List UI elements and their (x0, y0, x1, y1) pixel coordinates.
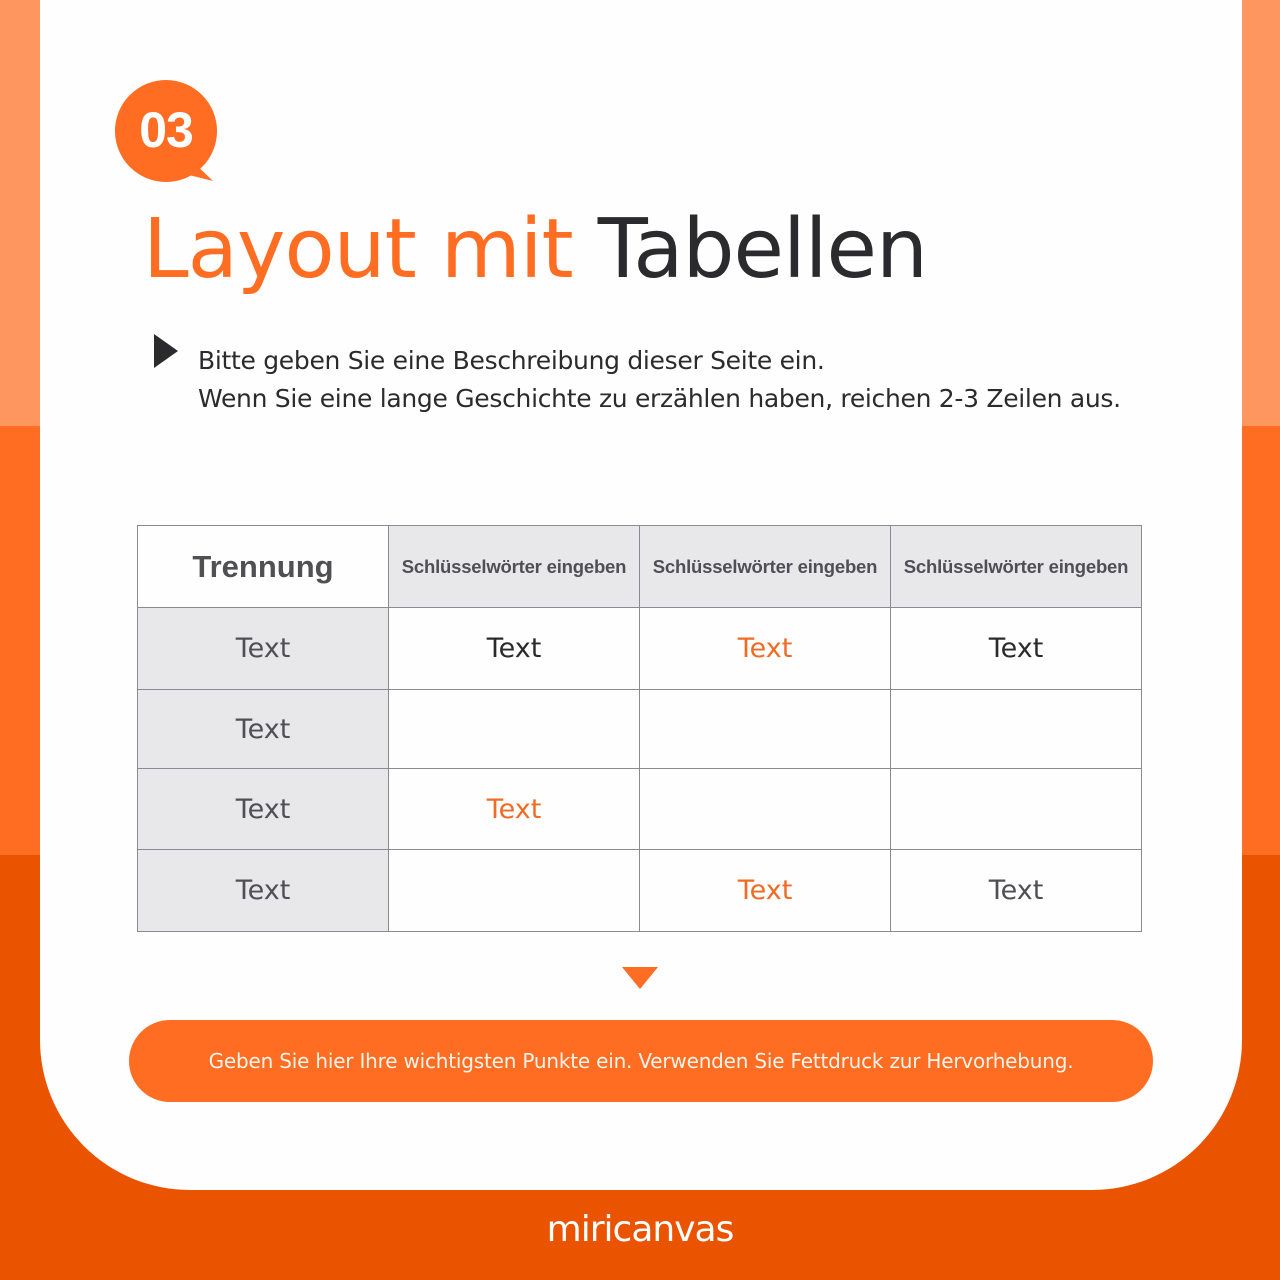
table-cell: Text (891, 850, 1142, 932)
brand-logo: miricanvas (546, 1209, 734, 1250)
table-column-header: Schlüsselwörter eingeben (640, 526, 891, 608)
table-cell (891, 769, 1142, 850)
table-corner-label: Trennung (138, 526, 389, 608)
table-cell-highlighted: Text (640, 608, 891, 690)
page-title (143, 200, 927, 300)
table-cell (640, 769, 891, 850)
table-cell (640, 690, 891, 769)
table-row-label: Text (138, 850, 389, 932)
table-cell: Text (389, 608, 640, 690)
section-number: 03 (139, 102, 193, 158)
description-line-2: Wenn Sie eine lange Geschichte zu erzählen haben, reichen 2-3 Zeilen aus. (198, 384, 1121, 413)
comparison-table (137, 525, 1142, 932)
table-column-header: Schlüsselwörter eingeben (389, 526, 640, 608)
table-cell-highlighted: Text (389, 769, 640, 850)
table-cell (389, 850, 640, 932)
table-cell: Text (891, 608, 1142, 690)
page-description (198, 342, 1121, 418)
table-row (138, 850, 1142, 932)
table-cell (891, 690, 1142, 769)
table-header-row (138, 526, 1142, 608)
table-row-label: Text (138, 769, 389, 850)
description-line-1: Bitte geben Sie eine Beschreibung dieser Seite ein. (198, 346, 825, 375)
table-cell-highlighted: Text (640, 850, 891, 932)
section-number-badge (115, 80, 217, 182)
table-row-label: Text (138, 690, 389, 769)
table-column-header: Schlüsselwörter eingeben (891, 526, 1142, 608)
down-triangle-icon (622, 967, 658, 989)
table-row-label: Text (138, 608, 389, 690)
table-row (138, 690, 1142, 769)
title-accent-part: Layout mit (143, 202, 573, 297)
key-point-text: Geben Sie hier Ihre wichtigsten Punkte ein. Verwenden Sie Fettdruck zur Hervorhebung. (208, 1049, 1074, 1073)
table-cell (389, 690, 640, 769)
title-dark-part: Tabellen (597, 202, 927, 297)
key-point-banner (129, 1020, 1153, 1102)
play-triangle-icon (154, 334, 178, 368)
table-row (138, 608, 1142, 690)
table-row (138, 769, 1142, 850)
